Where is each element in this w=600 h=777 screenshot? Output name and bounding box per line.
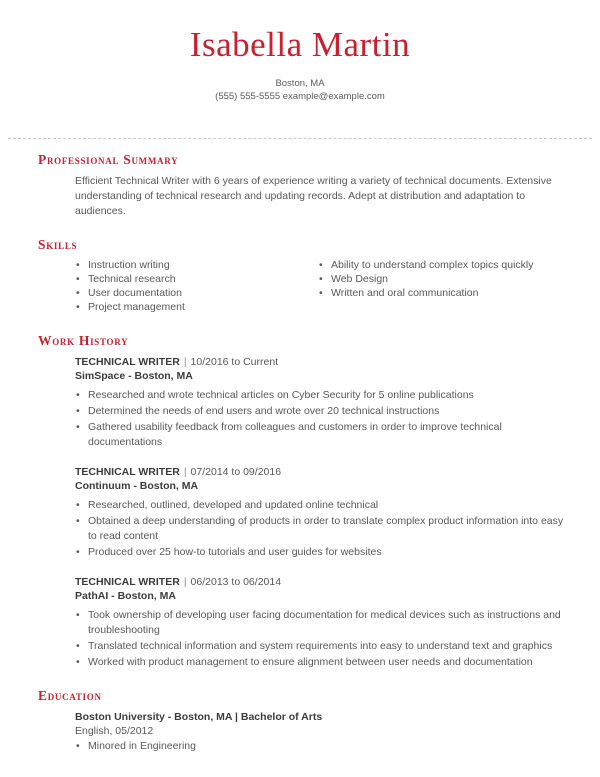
- resume-header: [0, 0, 600, 103]
- job-bullet: • Translated technical information and system requirements into easy to understand text and graphics: [75, 639, 564, 654]
- job-entry: [75, 465, 564, 560]
- section-education: [0, 688, 600, 754]
- job-title-separator: |: [183, 576, 187, 588]
- job-title: TECHNICAL WRITER: [75, 576, 180, 588]
- skills-column-left: [75, 259, 318, 315]
- header-divider: [8, 138, 592, 139]
- education-degree-detail: English, 05/2012: [75, 725, 154, 737]
- skill-item: • Technical research: [75, 273, 318, 287]
- job-bullet: • Took ownership of developing user facing documentation for medical devices such as instructions and troubleshooting: [75, 608, 564, 638]
- job-dates: 06/2013 to 06/2014: [190, 576, 282, 588]
- job-company: SimSpace - Boston, MA: [75, 370, 193, 382]
- section-title-education: Education: [38, 688, 102, 703]
- job-title-line: [75, 575, 564, 589]
- section-title-professional-summary: Professional Summary: [38, 152, 179, 167]
- section-skills: [0, 237, 600, 315]
- candidate-phone-email: (555) 555-5555 example@example.com: [215, 91, 385, 102]
- section-title-skills: Skills: [38, 237, 78, 252]
- job-bullet: • Determined the needs of end users and wrote over 20 technical instructions: [75, 404, 564, 419]
- work-history-content: [75, 355, 564, 670]
- skill-item: • Project management: [75, 301, 318, 315]
- job-dates: 10/2016 to Current: [190, 356, 279, 368]
- skills-columns: [75, 259, 564, 315]
- job-bullets: [75, 498, 564, 560]
- skill-item: • Web Design: [318, 273, 564, 287]
- summary-text: Efficient Technical Writer with 6 years of experience writing a variety of technical documents. Extensive understanding of technical research and updating records. Adept at distribution and adaptation to audiences.: [75, 175, 552, 217]
- job-bullet: • Obtained a deep understanding of products in order to translate complex product information into easy to read content: [75, 514, 564, 544]
- job-title-separator: |: [183, 466, 187, 478]
- job-bullet: • Produced over 25 how-to tutorials and user guides for websites: [75, 545, 564, 560]
- section-title-work-history: Work History: [38, 333, 129, 348]
- job-bullet: • Gathered usability feedback from colleagues and customers in order to improve technical documentations: [75, 420, 564, 450]
- section-professional-summary: [0, 152, 600, 219]
- section-work-history: [0, 333, 600, 670]
- job-entry: [75, 355, 564, 450]
- skill-item: • Ability to understand complex topics quickly: [318, 259, 564, 273]
- job-bullets: [75, 608, 564, 670]
- summary-content: [75, 174, 564, 219]
- skill-item: • Written and oral communication: [318, 287, 564, 301]
- education-content: [75, 710, 564, 754]
- contact-info: [0, 77, 600, 103]
- candidate-location: Boston, MA: [275, 78, 325, 89]
- job-bullet: • Researched, outlined, developed and updated online technical: [75, 498, 564, 513]
- job-dates: 07/2014 to 09/2016: [190, 466, 282, 478]
- job-bullets: [75, 388, 564, 450]
- job-company: Continuum - Boston, MA: [75, 480, 199, 492]
- skill-item: • Instruction writing: [75, 259, 318, 273]
- job-title: TECHNICAL WRITER: [75, 356, 180, 368]
- job-bullet: • Researched and wrote technical articles on Cyber Security for 5 online publications: [75, 388, 564, 403]
- job-title-line: [75, 355, 564, 369]
- candidate-name: Isabella Martin: [189, 25, 411, 64]
- job-bullet: • Worked with product management to ensure alignment between user needs and documentation: [75, 655, 564, 670]
- education-bullet: • Minored in Engineering: [75, 740, 564, 754]
- skills-column-right: [318, 259, 564, 315]
- job-entry: [75, 575, 564, 670]
- job-title-separator: |: [183, 356, 187, 368]
- job-title: TECHNICAL WRITER: [75, 466, 180, 478]
- education-school-line: Boston University - Boston, MA | Bachelor of Arts: [75, 711, 323, 723]
- education-bullets: [75, 740, 564, 754]
- job-title-line: [75, 465, 564, 479]
- skill-item: • User documentation: [75, 287, 318, 301]
- job-company: PathAI - Boston, MA: [75, 590, 176, 602]
